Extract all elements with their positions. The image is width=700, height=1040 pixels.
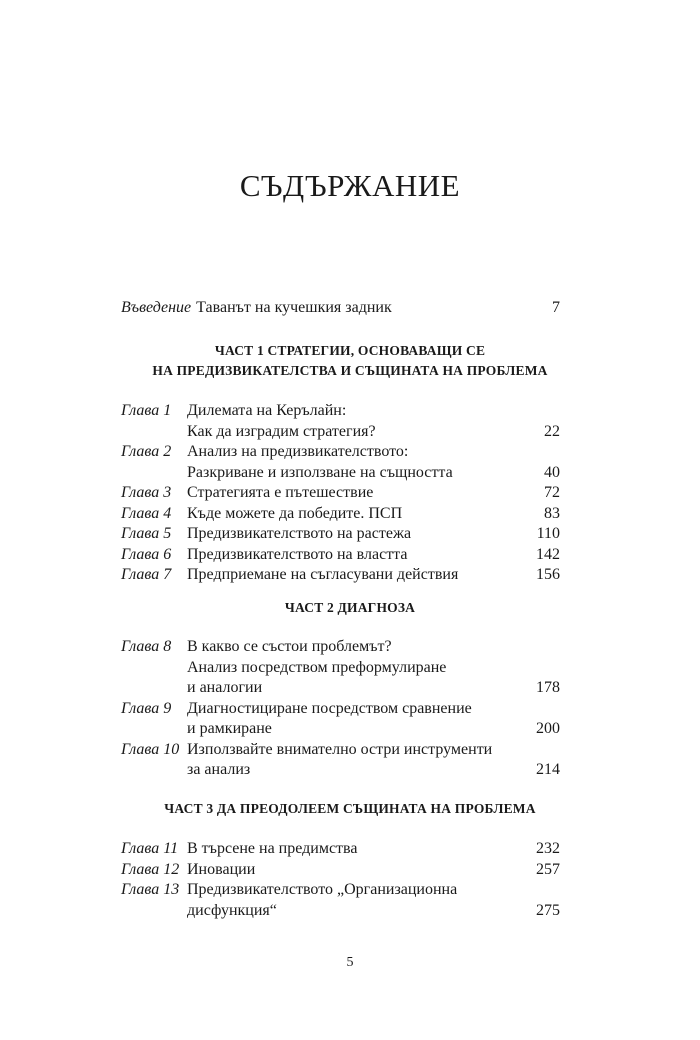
toc-chapter-entry[interactable]	[121, 545, 560, 566]
chapter-title: Дилемата на Керълайн: Как да изградим стратегия?	[187, 402, 376, 440]
chapter-page: 232	[536, 840, 560, 857]
part-2-heading: ЧАСТ 2 ДИАГНОЗА	[284, 600, 416, 615]
part-1-chapter-list	[121, 401, 560, 586]
toc-chapter-entry[interactable]	[121, 839, 560, 860]
toc-chapter-entry[interactable]	[121, 880, 560, 921]
toc-chapter-entry[interactable]	[121, 483, 560, 504]
chapter-label: Глава 1	[121, 402, 172, 419]
chapter-page: 22	[544, 422, 560, 440]
page-number: 5	[346, 955, 354, 970]
chapter-title: Предизвикателството на растежа	[187, 525, 412, 542]
part-1-heading: ЧАСТ 1 СТРАТЕГИИ, ОСНОВАВАЩИ СЕ НА ПРЕДИЗВИКАТЕЛСТВА И СЪЩИНАТА НА ПРОБЛЕМА	[152, 343, 548, 378]
chapter-title: Използвайте внимателно остри инструменти за анализ	[187, 740, 493, 778]
chapter-label: Глава 12	[121, 860, 180, 878]
chapter-title: Диагностициране посредством сравнение и рамкиране	[187, 699, 472, 737]
chapter-title: Предприемане на съгласувани действия	[187, 566, 459, 583]
chapter-page: 200	[536, 720, 560, 737]
intro-label: Въведение	[121, 299, 192, 316]
chapter-page: 72	[544, 484, 560, 501]
part-3-chapter-list	[121, 839, 560, 921]
chapter-title: Иновации	[187, 860, 256, 878]
chapter-label: Глава 2	[121, 443, 172, 460]
chapter-label: Глава 13	[121, 881, 180, 898]
chapter-label: Глава 11	[121, 840, 179, 857]
part-2-chapter-list	[121, 637, 560, 781]
chapter-label: Глава 4	[121, 504, 172, 522]
chapter-label: Глава 5	[121, 525, 172, 542]
chapter-label: Глава 10	[121, 740, 180, 758]
toc-chapter-entry[interactable]	[121, 504, 560, 525]
toc-chapter-entry[interactable]	[121, 740, 560, 781]
part-3-heading: ЧАСТ 3 ДА ПРЕОДОЛЕЕМ СЪЩИНАТА НА ПРОБЛЕМА	[164, 801, 536, 816]
chapter-title: Предизвикателството „Организационна дисфункция“	[187, 881, 458, 919]
chapter-label: Глава 9	[121, 699, 172, 717]
chapter-title: Анализ на предизвикателството: Разкриване и използване на същността	[187, 443, 453, 481]
chapter-page: 142	[536, 545, 560, 563]
toc-chapter-entry[interactable]	[121, 565, 560, 586]
toc-chapter-entry[interactable]	[121, 860, 560, 881]
toc-chapter-entry[interactable]	[121, 637, 560, 699]
page-title: СЪДЪРЖАНИЕ	[239, 168, 461, 203]
chapter-title: В търсене на предимства	[187, 840, 358, 857]
chapter-title: Къде можете да победите. ПСП	[187, 504, 403, 522]
chapter-label: Глава 6	[121, 545, 172, 563]
chapter-title: Стратегията е пътешествие	[187, 484, 374, 501]
chapter-page: 156	[536, 566, 560, 583]
toc-intro-entry[interactable]	[121, 298, 560, 318]
intro-page: 7	[552, 299, 560, 316]
chapter-page: 275	[536, 901, 560, 919]
chapter-label: Глава 8	[121, 638, 172, 655]
toc-chapter-entry[interactable]	[121, 699, 560, 740]
chapter-label: Глава 3	[121, 484, 172, 501]
chapter-page: 214	[536, 761, 560, 778]
chapter-label: Глава 7	[121, 566, 172, 583]
chapter-page: 110	[536, 525, 560, 542]
intro-title: Таванът на кучешкия задник	[196, 299, 392, 316]
chapter-title: Предизвикателството на властта	[187, 545, 408, 563]
chapter-page: 178	[536, 679, 560, 696]
chapter-page: 40	[544, 463, 560, 481]
chapter-page: 257	[536, 860, 560, 878]
toc-chapter-entry[interactable]	[121, 442, 560, 483]
chapter-title: В какво се състои проблемът? Анализ посредством преформулиране и аналогии	[187, 638, 447, 696]
toc-chapter-entry[interactable]	[121, 524, 560, 545]
toc-chapter-entry[interactable]	[121, 401, 560, 442]
chapter-page: 83	[544, 504, 560, 522]
